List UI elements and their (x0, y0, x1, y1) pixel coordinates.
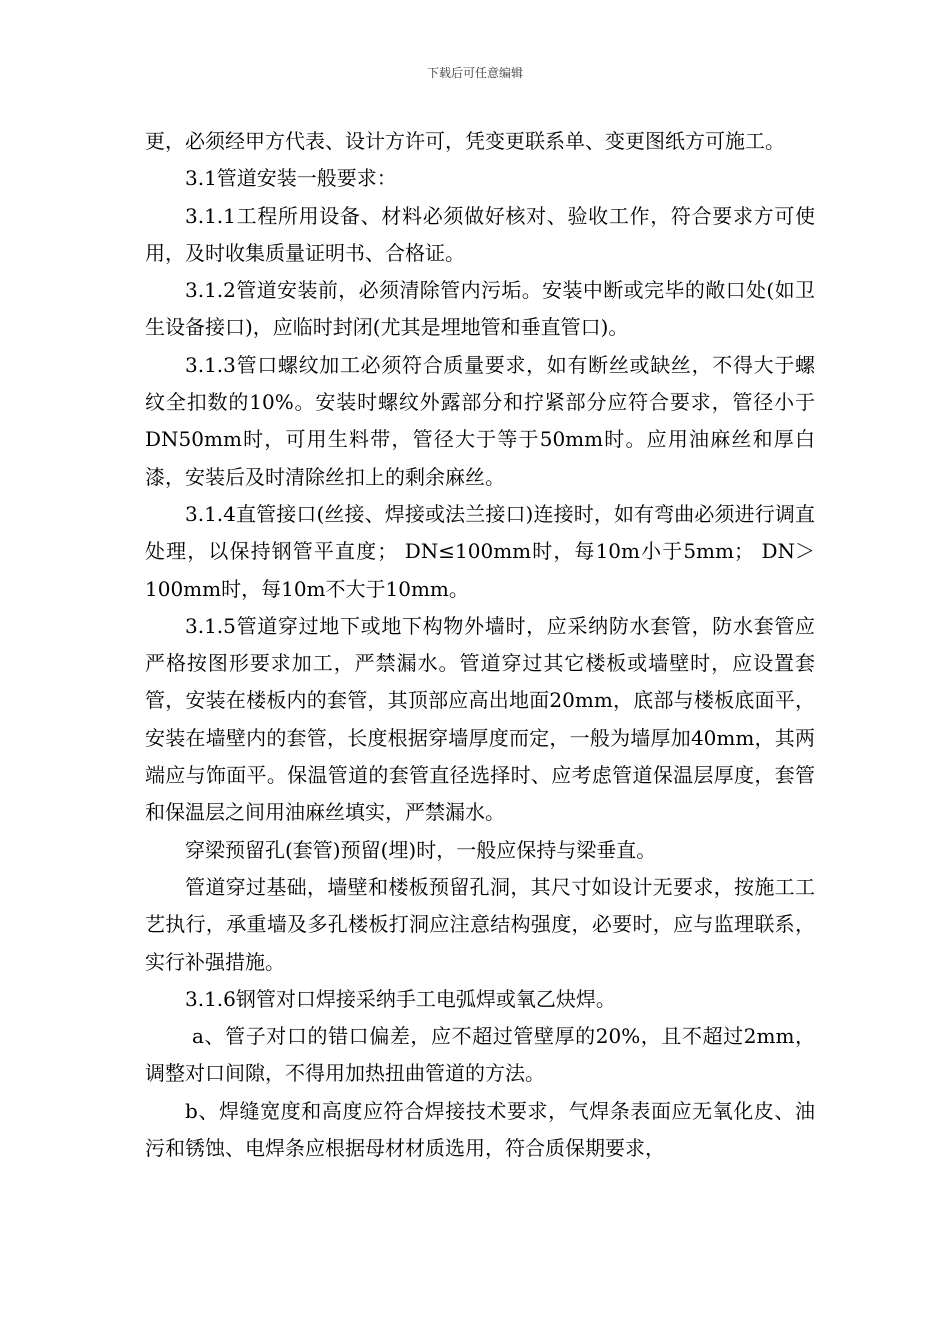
section-heading-3-1: 3.1管道安装一般要求： (185, 166, 397, 191)
paragraph-item-a: a、管子对口的错口偏差，应不超过管壁厚的20%，且不超过2mm，调整对口间隙，不得用加热扭曲管道的方法。 (145, 1024, 815, 1086)
paragraph-item-b: b、焊缝宽度和高度应符合焊接技术要求，气焊条表面应无氧化皮、油污和锈蚀、电焊条应根据母材材质选用，符合质保期要求， (145, 1098, 815, 1161)
paragraph-3-1-2: 3.1.2管道安装前，必须清除管内污垢。安装中断或完毕的敞口处(如卫生设备接口)，应临时封闭(尤其是埋地管和垂直管口)。 (145, 278, 815, 340)
page-header: 下载后可任意编辑 (426, 66, 523, 80)
paragraph-3-1-3: 3.1.3管口螺纹加工必须符合质量要求，如有断丝或缺丝，不得大于螺纹全扣数的10%。安装时螺纹外露部分和拧紧部分应符合要求，管径小于DN50mm时，可用生料带，管径大于等于50mm时。应用油麻丝和厚白漆，安装后及时清除丝扣上的剩余麻丝。 (145, 352, 815, 489)
paragraph-foundation-holes: 管道穿过基础，墙壁和楼板预留孔洞，其尺寸如设计无要求，按施工工艺执行，承重墙及多孔楼板打洞应注意结构强度，必要时，应与监理联系，实行补强措施。 (145, 874, 815, 974)
paragraph-beam-sleeve: 穿梁预留孔(套管)预留(埋)时，一般应保持与梁垂直。 (185, 837, 657, 862)
paragraph-continuation: 更，必须经甲方代表、设计方许可，凭变更联系单、变更图纸方可施工。 (145, 129, 785, 153)
paragraph-3-1-4: 3.1.4直管接口(丝接、焊接或法兰接口)连接时，如有弯曲必须进行调直处理，以保持钢管平直度； DN≤100mm时，每10m小于5mm； DN＞100mm时，每10m不大于10mm。 (145, 501, 815, 601)
document-body (145, 123, 815, 1167)
paragraph-3-1-5: 3.1.5管道穿过地下或地下构物外墙时，应采纳防水套管，防水套管应严格按图形要求加工，严禁漏水。管道穿过其它楼板或墙壁时，应设置套管，安装在楼板内的套管，其顶部应高出地面20mm，底部与楼板底面平，安装在墙壁内的套管，长度根据穿墙厚度而定，一般为墙厚加40mm，其两端应与饰面平。保温管道的套管直径选择时、应考虑管道保温层厚度，套管和保温层之间用油麻丝填实，严禁漏水。 (145, 613, 815, 825)
paragraph-3-1-6: 3.1.6钢管对口焊接采纳手工电弧焊或氧乙炔焊。 (185, 986, 616, 1011)
paragraph-3-1-1: 3.1.1工程所用设备、材料必须做好核对、验收工作，符合要求方可使用，及时收集质量证明书、合格证。 (145, 203, 815, 265)
